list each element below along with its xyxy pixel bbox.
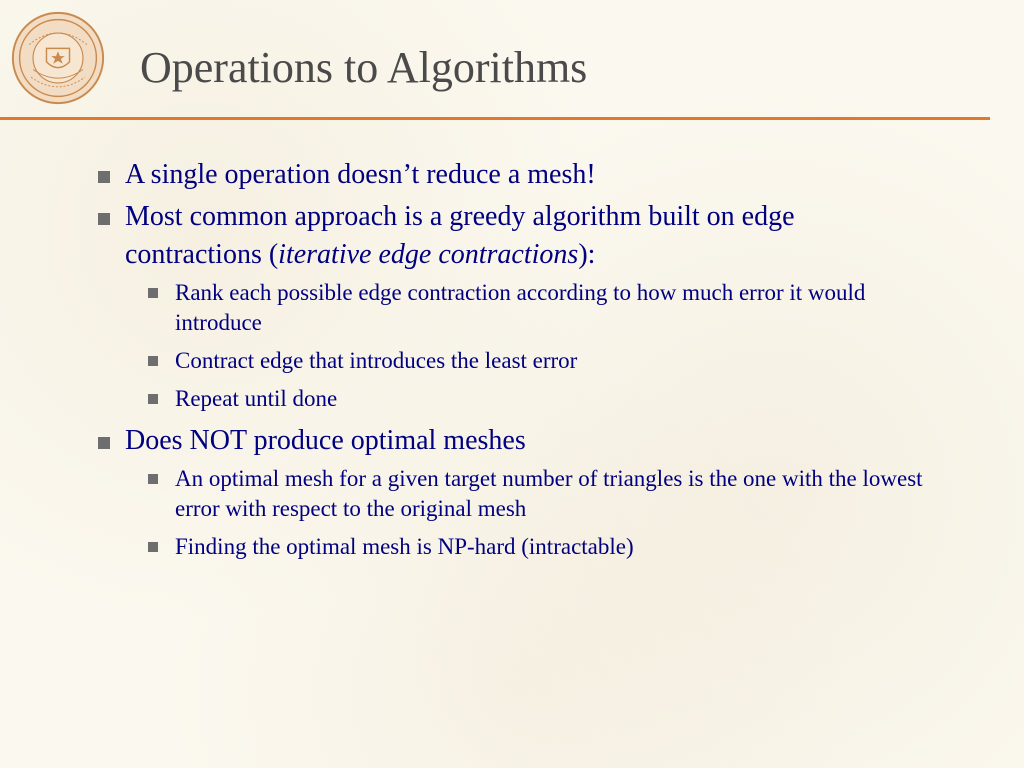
sub-bullet-list [146, 278, 936, 414]
bullet-item-2 [96, 198, 936, 414]
square-bullet-icon [98, 171, 110, 183]
university-seal-icon [10, 10, 106, 106]
sub-bullet-text: Repeat until done [175, 386, 338, 411]
square-bullet-icon [98, 213, 110, 225]
bullet-text-italic: iterative edge contractions [278, 239, 579, 270]
square-bullet-icon [148, 474, 158, 484]
sub-bullet-list [146, 464, 936, 562]
sub-bullet-item [146, 346, 936, 376]
bullet-text: Most common approach is a greedy algorithm built on edge contractions ( [125, 201, 795, 270]
square-bullet-icon [148, 288, 158, 298]
bullet-text-end: ): [578, 239, 596, 270]
bullet-item-3 [96, 422, 936, 562]
square-bullet-icon [148, 394, 158, 404]
bullet-item-1 [96, 156, 936, 194]
sub-bullet-item [146, 464, 936, 524]
title-divider [0, 117, 990, 120]
sub-bullet-item [146, 532, 936, 562]
sub-bullet-text: Contract edge that introduces the least error [175, 348, 578, 373]
square-bullet-icon [148, 542, 158, 552]
slide-title: Operations to Algorithms [140, 43, 588, 92]
bullet-list [96, 156, 936, 570]
sub-bullet-text: An optimal mesh for a given target number of triangles is the one with the lowest error with respect to the original mesh [175, 466, 923, 521]
sub-bullet-text: Rank each possible edge contraction according to how much error it would introduce [175, 280, 866, 335]
bullet-text: Does NOT produce optimal meshes [125, 425, 526, 456]
bullet-text: A single operation doesn’t reduce a mesh! [125, 159, 596, 190]
sub-bullet-text: Finding the optimal mesh is NP-hard (intractable) [175, 534, 634, 559]
sub-bullet-item [146, 384, 936, 414]
square-bullet-icon [98, 437, 110, 449]
square-bullet-icon [148, 356, 158, 366]
sub-bullet-item [146, 278, 936, 338]
